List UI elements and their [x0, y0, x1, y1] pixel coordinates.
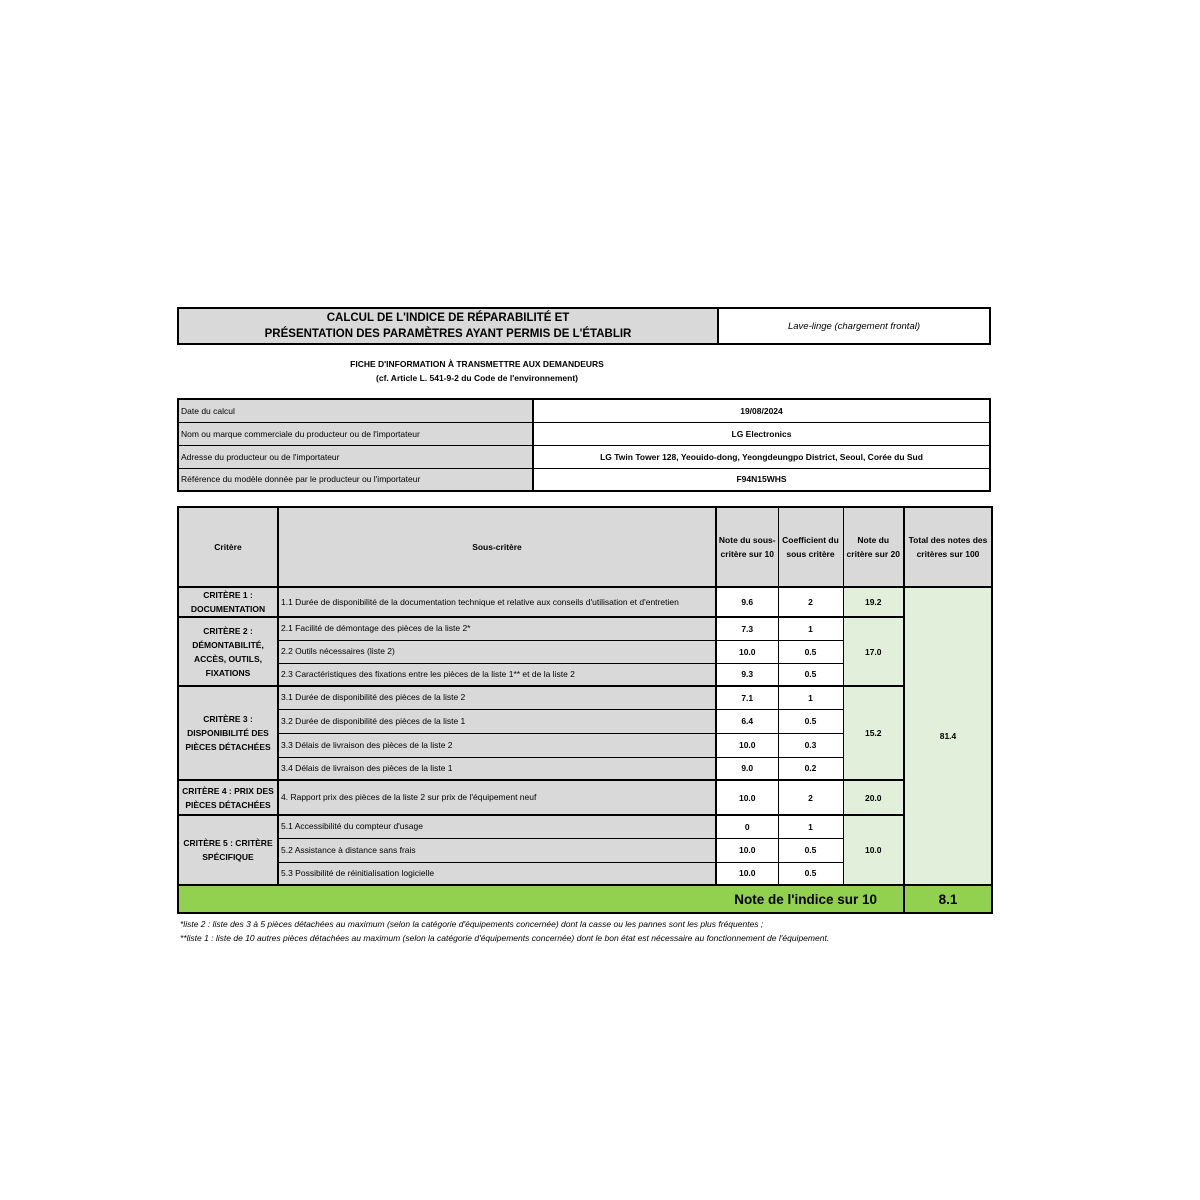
info-label: Nom ou marque commerciale du producteur ou de l'importateur [178, 422, 533, 445]
final-score-row [178, 885, 992, 913]
criterion-note-20: 17.0 [843, 617, 904, 686]
sub-criterion-coefficient: 1 [778, 617, 843, 640]
sub-criterion-note: 9.6 [716, 587, 778, 617]
sub-criterion-note: 9.0 [716, 757, 778, 780]
sub-criterion-note: 10.0 [716, 780, 778, 815]
criterion-note-20: 10.0 [843, 815, 904, 885]
footnotes [180, 917, 1080, 945]
sub-criterion-coefficient: 2 [778, 780, 843, 815]
sub-criterion-coefficient: 1 [778, 686, 843, 709]
sub-criterion-label: 5.3 Possibilité de réinitialisation logicielle [278, 862, 716, 885]
title-line-1: CALCUL DE L'INDICE DE RÉPARABILITÉ ET [326, 312, 570, 324]
table-row [178, 686, 992, 709]
criterion-name: CRITÈRE 3 : DISPONIBILITÉ DES PIÈCES DÉTACHÉES [178, 686, 278, 780]
header-note-sous-critere: Note du sous-critère sur 10 [716, 507, 778, 587]
total-score-100: 81.4 [904, 587, 992, 885]
header-note-critere: Note du critère sur 20 [843, 507, 904, 587]
table-row [178, 815, 992, 838]
sub-criterion-coefficient: 0.2 [778, 757, 843, 780]
sub-criterion-label: 2.1 Facilité de démontage des pièces de la liste 2* [278, 617, 716, 640]
criterion-name: CRITÈRE 5 : CRITÈRE SPÉCIFIQUE [178, 815, 278, 885]
info-value: F94N15WHS [533, 468, 990, 491]
sub-criterion-coefficient: 0.5 [778, 862, 843, 885]
sub-criterion-label: 2.3 Caractéristiques des fixations entre les pièces de la liste 1** et de la liste 2 [278, 663, 716, 686]
sub-criterion-coefficient: 1 [778, 815, 843, 838]
sub-criterion-note: 7.3 [716, 617, 778, 640]
subtitle-line-1: FICHE D'INFORMATION À TRANSMETTRE AUX DEMANDEURS [350, 359, 604, 369]
sub-criterion-label: 3.2 Durée de disponibilité des pièces de la liste 1 [278, 709, 716, 733]
header-sous-critere: Sous-critère [278, 507, 716, 587]
sub-criterion-label: 4. Rapport prix des pièces de la liste 2 sur prix de l'équipement neuf [278, 780, 716, 815]
sub-criterion-coefficient: 0.5 [778, 640, 843, 663]
criterion-note-20: 15.2 [843, 686, 904, 780]
info-value: LG Twin Tower 128, Yeouido-dong, Yeongdeungpo District, Seoul, Corée du Sud [533, 445, 990, 468]
info-label: Adresse du producteur ou de l'importateur [178, 445, 533, 468]
criterion-note-20: 19.2 [843, 587, 904, 617]
sub-criterion-note: 10.0 [716, 733, 778, 757]
info-row [178, 445, 990, 468]
scoring-table [177, 506, 993, 914]
final-score-value: 8.1 [904, 885, 992, 913]
table-row [178, 780, 992, 815]
table-row [178, 587, 992, 617]
criterion-name: CRITÈRE 4 : PRIX DES PIÈCES DÉTACHÉES [178, 780, 278, 815]
sub-criterion-note: 10.0 [716, 862, 778, 885]
criterion-note-20: 20.0 [843, 780, 904, 815]
sub-criterion-note: 7.1 [716, 686, 778, 709]
final-score-label: Note de l'indice sur 10 [178, 885, 904, 913]
header-total: Total des notes des critères sur 100 [904, 507, 992, 587]
document-header [177, 307, 991, 345]
product-type: Lave-linge (chargement frontal) [787, 320, 920, 332]
sub-criterion-label: 3.4 Délais de livraison des pièces de la liste 1 [278, 757, 716, 780]
sub-criterion-coefficient: 0.3 [778, 733, 843, 757]
sub-criterion-label: 2.2 Outils nécessaires (liste 2) [278, 640, 716, 663]
sub-criterion-note: 6.4 [716, 709, 778, 733]
info-value: LG Electronics [533, 422, 990, 445]
info-label: Référence du modèle donnée par le producteur ou l'importateur [178, 468, 533, 491]
sub-criterion-note: 9.3 [716, 663, 778, 686]
footnote-1: *liste 2 : liste des 3 à 5 pièces détachées au maximum (selon la catégorie d'équipements concernée) dont la casse ou les pannes sont les plus fréquentes ; [180, 919, 764, 929]
title-line-2: PRÉSENTATION DES PARAMÈTRES AYANT PERMIS DE L'ÉTABLIR [264, 328, 632, 340]
sub-criterion-note: 10.0 [716, 640, 778, 663]
sub-criterion-label: 5.2 Assistance à distance sans frais [278, 838, 716, 862]
table-row [178, 617, 992, 640]
subtitle-line-2: (cf. Article L. 541-9-2 du Code de l'environnement) [376, 373, 578, 383]
sub-criterion-label: 1.1 Durée de disponibilité de la documentation technique et relative aux conseils d'utilisation et d'entretien [278, 587, 716, 617]
info-row [178, 422, 990, 445]
sub-criterion-coefficient: 0.5 [778, 709, 843, 733]
header-critere: Critère [178, 507, 278, 587]
sub-criterion-coefficient: 2 [778, 587, 843, 617]
sub-criterion-note: 0 [716, 815, 778, 838]
header-coefficient: Coefficient du sous critère [778, 507, 843, 587]
criterion-name: CRITÈRE 2 : DÉMONTABILITÉ, ACCÈS, OUTILS, FIXATIONS [178, 617, 278, 686]
footnote-2: **liste 1 : liste de 10 autres pièces détachées au maximum (selon la catégorie d'équipements concernée) dont le bon état est nécessaire au fonctionnement de l'équipement. [180, 933, 830, 943]
info-value: 19/08/2024 [533, 399, 990, 422]
document-title [179, 309, 719, 343]
info-row [178, 399, 990, 422]
sub-criterion-coefficient: 0.5 [778, 663, 843, 686]
sub-criterion-label: 3.3 Délais de livraison des pièces de la liste 2 [278, 733, 716, 757]
info-label: Date du calcul [178, 399, 533, 422]
sub-criterion-note: 10.0 [716, 838, 778, 862]
criterion-name: CRITÈRE 1 : DOCUMENTATION [178, 587, 278, 617]
sub-criterion-label: 5.1 Accessibilité du compteur d'usage [278, 815, 716, 838]
sub-criterion-label: 3.1 Durée de disponibilité des pièces de la liste 2 [278, 686, 716, 709]
info-table [177, 398, 991, 492]
info-row [178, 468, 990, 491]
document-subtitle [177, 357, 777, 385]
sub-criterion-coefficient: 0.5 [778, 838, 843, 862]
